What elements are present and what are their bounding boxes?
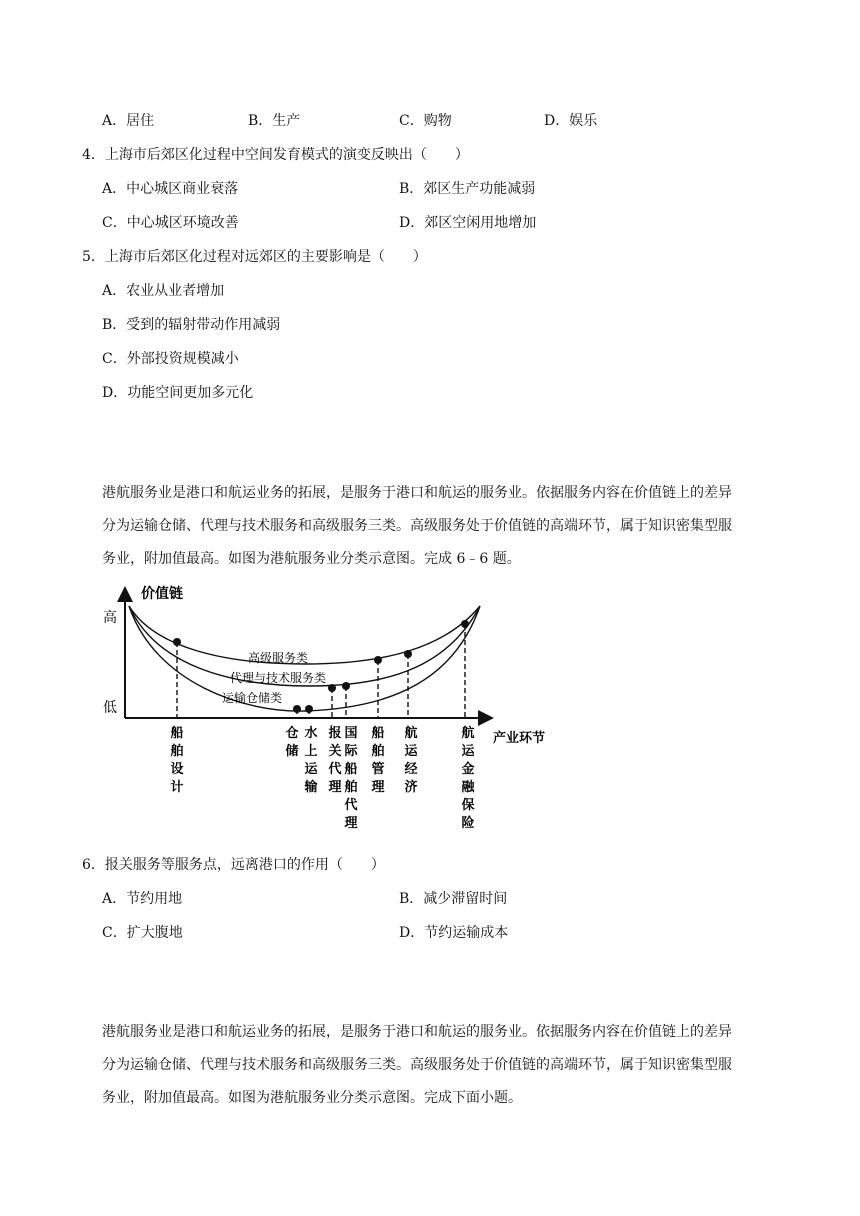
q5-stem: 5．上海市后郊区化过程对远郊区的主要影响是（ ） [82,249,427,265]
q3-option-b: B．生产 [248,113,301,129]
x-axis-labels [169,725,475,831]
passage-2-line: 分为运输仓储、代理与技术服务和高级服务三类。高级服务处于价值链的高端环节，属于知识密集型服 [102,1057,732,1073]
q6-option-a: A．节约用地 [102,891,183,907]
x-label-shipping-economy: 航运经济 [404,726,418,795]
passage-2-line: 务业，附加值最高。如图为港航服务业分类示意图。完成下面小题。 [102,1090,522,1106]
x-axis-title: 产业环节 [493,731,546,746]
q6-option-d: D．节约运输成本 [399,925,509,941]
point-customs-agency [328,684,336,692]
q4-stem: 4．上海市后郊区化过程中空间发育模式的演变反映出（ ） [82,147,469,163]
curve-label-storage: 运输仓储类 [222,691,283,705]
point-shipping-economy [404,650,412,658]
q5-option-d: D．功能空间更加多元化 [102,385,254,401]
passage-2-line: 港航服务业是港口和航运业务的拓展，是服务于港口和航运的服务业。依据服务内容在价值链上的差异 [102,1024,732,1040]
q4-option-d: D．郊区空闲用地增加 [399,215,537,231]
q6-stem: 6．报关服务等服务点，远离港口的作用（ ） [82,857,385,873]
curve-label-agency-tech: 代理与技术服务类 [230,671,327,685]
point-ship-design [173,638,181,646]
x-label-intl-ship-agency: 国际船舶代理 [344,726,358,831]
q5-option-b: B．受到的辐射带动作用减弱 [102,317,281,333]
x-label-warehousing: 仓储 [285,726,299,759]
point-intl-ship-agency [342,682,350,690]
points [173,620,469,713]
q4-option-b: B．郊区生产功能减弱 [399,181,536,197]
passage-2 [102,1016,782,1115]
q6-option-b: B．减少滞留时间 [399,891,508,907]
q4-option-a: A．中心城区商业衰落 [102,181,239,197]
q3-option-d: D．娱乐 [544,113,598,129]
q3-option-c: C．购物 [399,113,452,129]
y-axis-title: 价值链 [141,586,183,602]
point-water-transport [305,705,313,713]
x-label-water-transport: 水上运输 [304,726,318,795]
x-label-shipping-finance: 航运金融保险 [461,726,475,831]
q4-option-c: C．中心城区环境改善 [102,215,239,231]
q3-option-a: A．居住 [102,113,155,129]
q5-option-c: C．外部投资规模减小 [102,351,239,367]
x-label-ship-management: 船舶管理 [371,726,385,795]
x-label-customs-agency: 报关代理 [328,726,342,795]
q6-option-c: C．扩大腹地 [102,925,183,941]
passage-1-line: 务业，附加值最高。如图为港航服务业分类示意图。完成 6﹣6 题。 [102,551,521,567]
y-low-label: 低 [103,700,117,716]
q5-option-a: A．农业从业者增加 [102,283,225,299]
point-shipping-finance [461,620,469,628]
value-chain-figure [95,578,565,840]
x-label-ship-design: 船舶设计 [170,726,184,795]
passage-1-line: 港航服务业是港口和航运业务的拓展，是服务于港口和航运的服务业。依据服务内容在价值链上的差异 [102,485,732,501]
y-high-label: 高 [103,610,117,626]
passage-1 [102,477,782,576]
point-warehousing [293,705,301,713]
curve-label-advanced: 高级服务类 [248,651,309,665]
passage-1-line: 分为运输仓储、代理与技术服务和高级服务三类。高级服务处于价值链的高端环节，属于知识密集型服 [102,518,732,534]
point-ship-management [374,656,382,664]
